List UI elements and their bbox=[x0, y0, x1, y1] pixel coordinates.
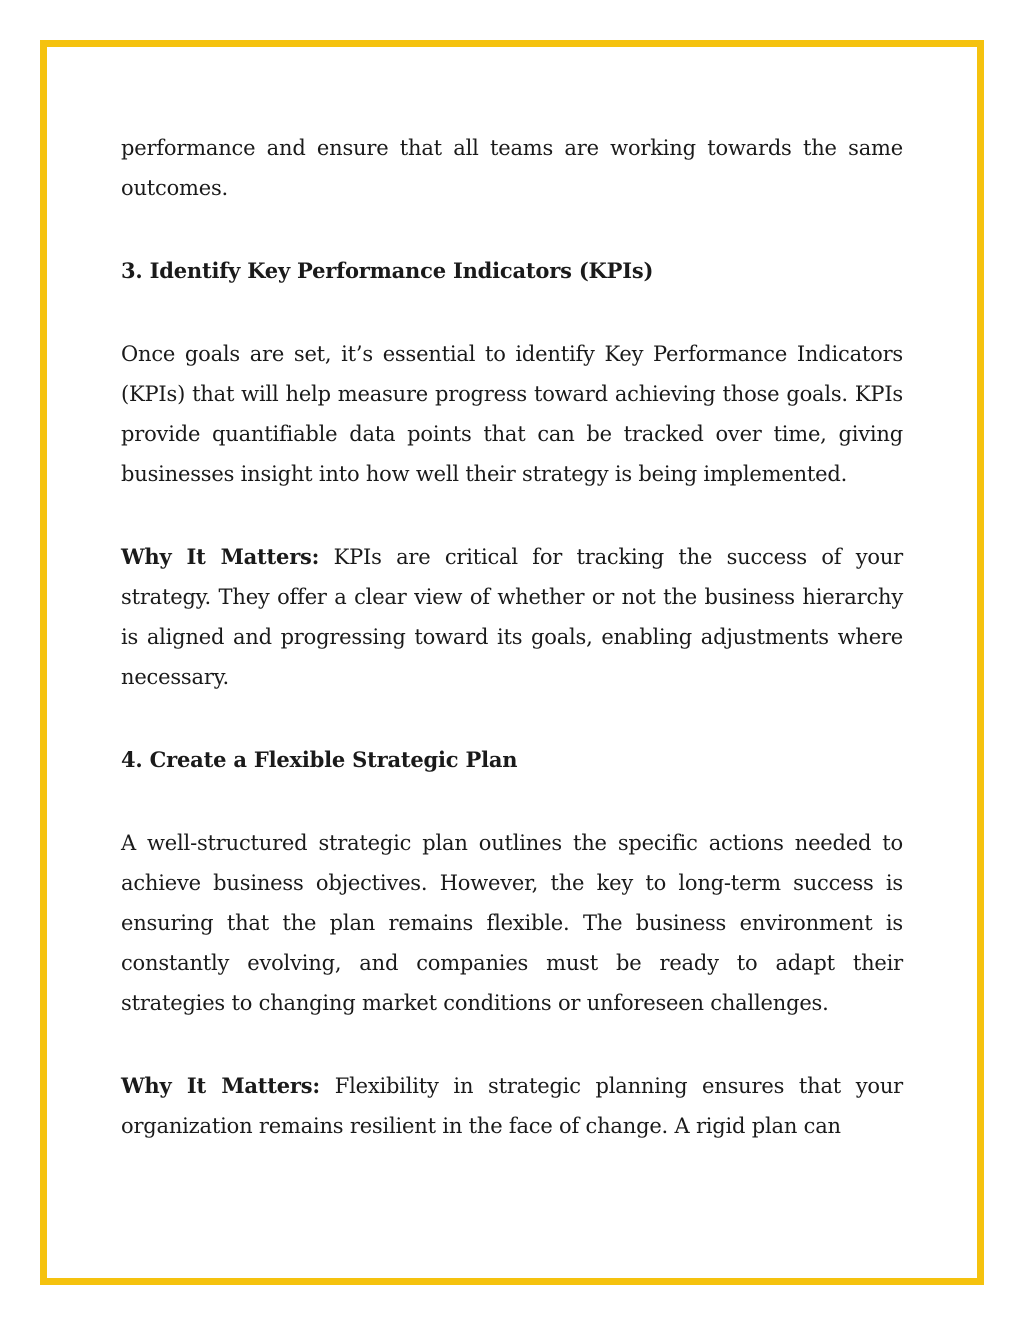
section-heading-kpis: 3. Identify Key Performance Indicators (KPIs) bbox=[121, 258, 654, 283]
why-it-matters-text: KPIs are critical for tracking the success of your strategy. They offer a clear view of whether or not the business hierarchy is aligned and progressing toward its goals, enabling adjustments where necessary. bbox=[121, 545, 904, 689]
paragraph-strategic-plan-intro: A well-structured strategic plan outlines the specific actions needed to achieve business objectives. However, the key to long-term success is ensuring that the plan remains flexible. The business environment is constantly evolving, and companies must be ready to adapt their strategies to changing market conditions or unforeseen challenges. bbox=[121, 831, 903, 1015]
why-it-matters-label: Why It Matters: bbox=[121, 544, 320, 569]
paragraph-strategic-plan-why-it-matters bbox=[121, 1066, 903, 1146]
paragraph-continuation: performance and ensure that all teams are working towards the same outcomes. bbox=[121, 136, 903, 200]
why-it-matters-text: Flexibility in strategic planning ensures that your organization remains resilient in the face of change. A rigid plan can bbox=[121, 1074, 904, 1138]
paragraph-kpis-why-it-matters bbox=[121, 537, 903, 697]
paragraph-kpis-intro: Once goals are set, it’s essential to identify Key Performance Indicators (KPIs) that will help measure progress toward achieving those goals. KPIs provide quantifiable data points that can be tracked over time, giving businesses insight into how well their strategy is being implemented. bbox=[121, 342, 903, 486]
section-heading-strategic-plan: 4. Create a Flexible Strategic Plan bbox=[121, 747, 518, 772]
document-body bbox=[121, 128, 903, 1146]
why-it-matters-label: Why It Matters: bbox=[121, 1073, 320, 1098]
